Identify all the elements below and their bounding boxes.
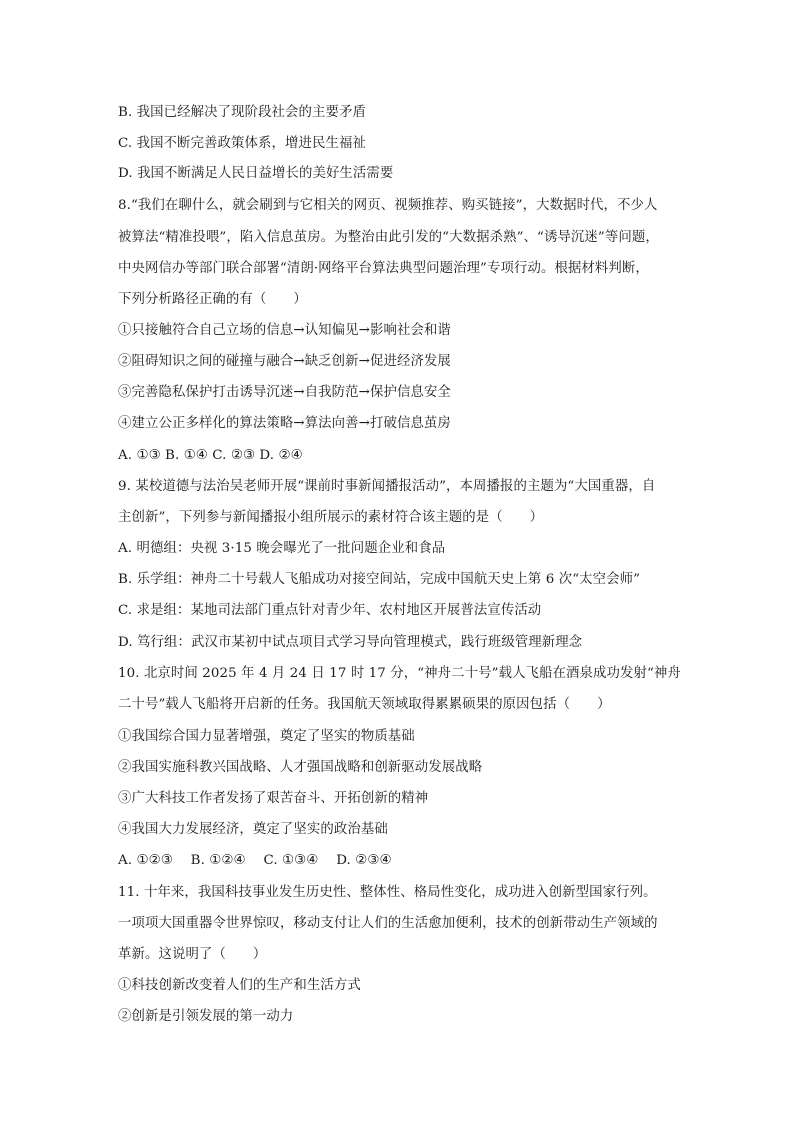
question-11-line-1: 11. 十年来，我国科技事业发生历史性、整体性、格局性变化，成功进入创新型国家行列。 [118,885,657,900]
question-9-line-2: 主创新”，下列参与新闻播报小组所展示的素材符合该主题的是（ ） [118,510,544,525]
option-d-q7: D. 我国不断满足人民日益增长的美好生活需要 [118,166,394,181]
question-8-options: A. ①③ B. ①④ C. ②③ D. ②④ [118,448,303,463]
option-b-q7: B. 我国已经解决了现阶段社会的主要矛盾 [118,105,366,120]
question-10-line-1: 10. 北京时间 2025 年 4 月 24 日 17 时 17 分，“神舟二十号”载人飞船在酒泉成功发射“神舟 [118,666,681,681]
question-8-line-1: 8.“我们在聊什么，就会刷到与它相关的网页、视频推荐、购买链接”，大数据时代，不少人 [118,198,658,213]
question-8-line-3: 中央网信办等部门联合部署“清朗·网络平台算法典型问题治理”专项行动。根据材料判断， [118,261,649,276]
question-9-line-1: 9. 某校道德与法治吴老师开展“课前时事新闻播报活动”，本周播报的主题为“大国重器，自 [118,479,656,494]
question-10-statement-1: ①我国综合国力显著增强，奠定了坚实的物质基础 [118,729,415,744]
question-8-statement-4: ④建立公正多样化的算法策略→算法向善→打破信息茧房 [118,416,451,431]
question-10-options: A. ①②③ B. ①②④ C. ①③④ D. ②③④ [118,853,392,868]
question-10-statement-2: ②我国实施科教兴国战略、人才强国战略和创新驱动发展战略 [118,760,483,775]
question-11-statement-1: ①科技创新改变着人们的生产和生活方式 [118,978,361,993]
option-c-q7: C. 我国不断完善政策体系，增进民生福祉 [118,136,366,151]
question-11-statement-2: ②创新是引领发展的第一动力 [118,1009,294,1024]
question-9-option-c: C. 求是组：某地司法部门重点针对青少年、农村地区开展普法宣传活动 [118,603,542,618]
question-10-line-2: 二十号”载人飞船将开启新的任务。我国航天领域取得累累硕果的原因包括（ ） [118,697,611,712]
question-10-statement-3: ③广大科技工作者发扬了艰苦奋斗、开拓创新的精神 [118,791,429,806]
question-8-statement-2: ②阻碍知识之间的碰撞与融合→缺乏创新→促进经济发展 [118,354,451,369]
question-8-statement-3: ③完善隐私保护打击诱导沉迷→自我防范→保护信息安全 [118,385,451,400]
question-8-line-2: 被算法“精准投喂”，陷入信息茧房。为整治由此引发的“大数据杀熟”、“诱导沉迷”等问题， [118,230,659,245]
question-9-option-d: D. 笃行组：武汉市某初中试点项目式学习导向管理模式，践行班级管理新理念 [118,635,583,650]
question-9-option-a: A. 明德组：央视 3·15 晚会曝光了一批问题企业和食品 [118,541,446,556]
question-10-statement-4: ④我国大力发展经济，奠定了坚实的政治基础 [118,822,388,837]
question-11-line-3: 革新。这说明了（ ） [118,947,267,962]
question-8-line-4: 下列分析路径正确的有（ ） [118,292,307,307]
question-8-statement-1: ①只接触符合自己立场的信息→认知偏见→影响社会和谐 [118,323,451,338]
question-9-option-b: B. 乐学组：神舟二十号载人飞船成功对接空间站，完成中国航天史上第 6 次“太空会师” [118,572,641,587]
question-11-line-2: 一项项大国重器令世界惊叹，移动支付让人们的生活愈加便利，技术的创新带动生产领域的 [118,916,658,931]
